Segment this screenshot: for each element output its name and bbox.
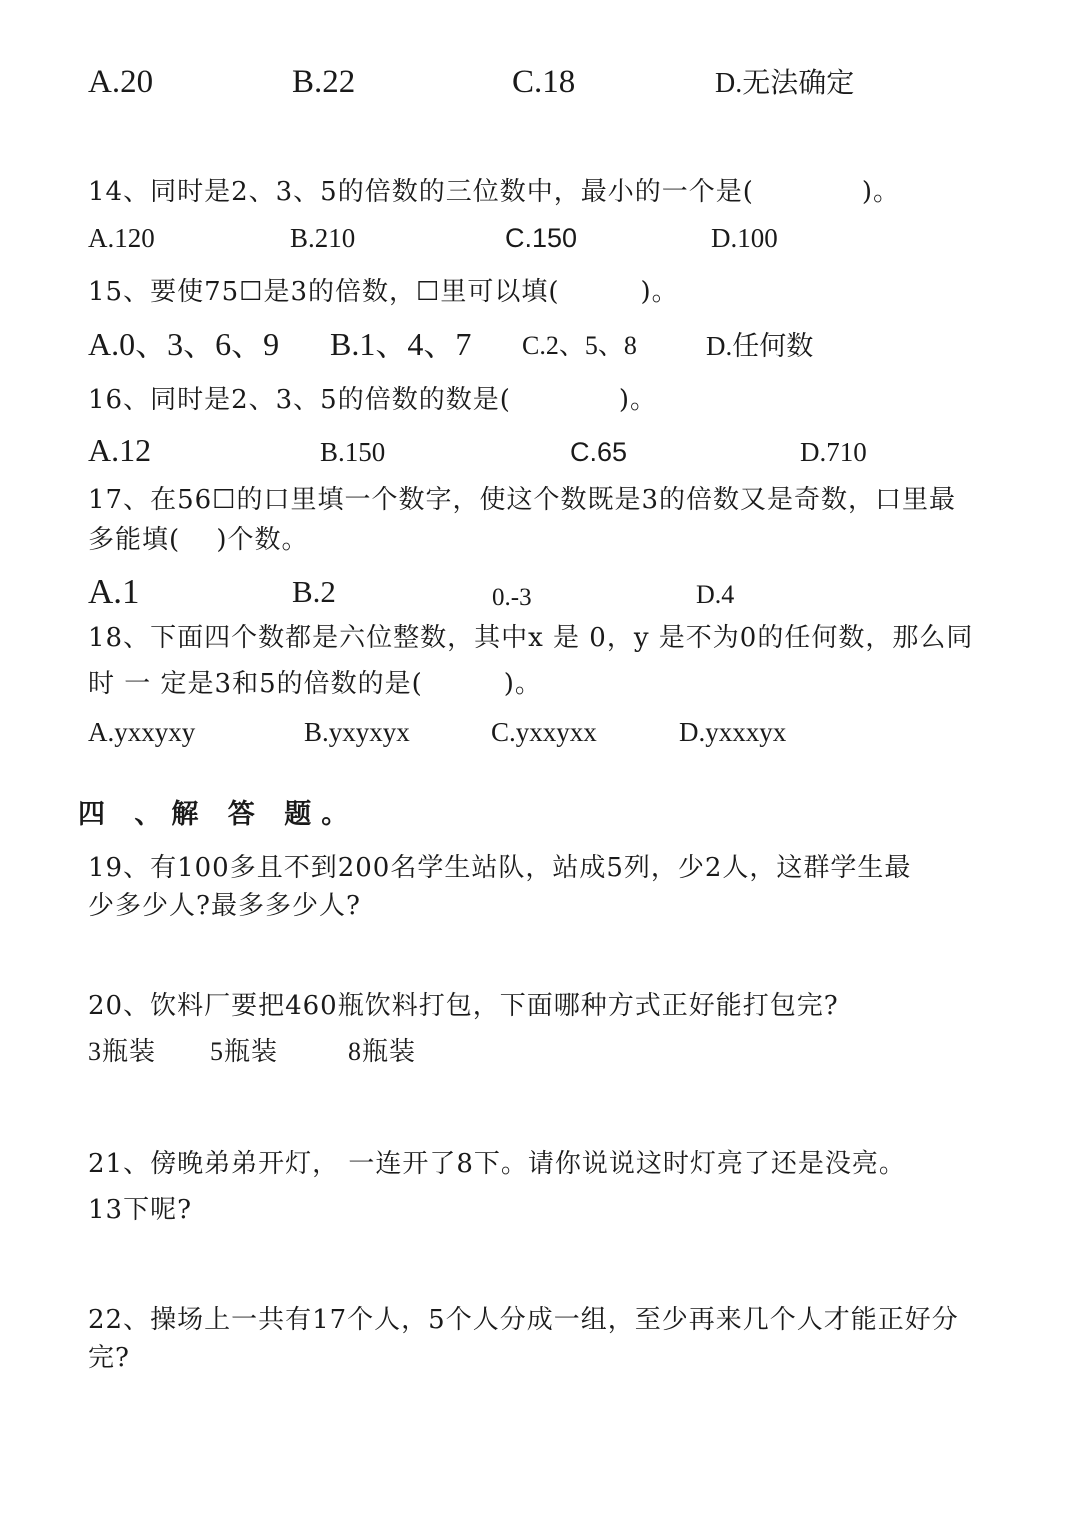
q13-option-a: A.20 — [88, 64, 154, 100]
q14-stem: 14、同时是2、3、5的倍数的三位数中，最小的一个是( )。 — [88, 177, 900, 207]
q19-line1: 19、有100多且不到200名学生站队，站成5列，少2人，这群学生最 — [88, 853, 912, 883]
q18-option-d: D.yxxxyx — [679, 717, 787, 747]
q21-line2: 13下呢? — [88, 1195, 193, 1225]
q16-stem: 16、同时是2、3、5的倍数的数是( )。 — [88, 385, 657, 415]
q20-line1: 20、饮料厂要把460瓶饮料打包，下面哪种方式正好能打包完? — [88, 991, 839, 1021]
q14-option-d: D.100 — [711, 223, 778, 253]
q17-option-c: 0.-3 — [492, 584, 532, 611]
q19-line2: 少多少人?最多多少人? — [88, 891, 361, 921]
q22-line2: 完? — [88, 1343, 130, 1373]
q16-option-c: C.65 — [570, 437, 628, 467]
q13-option-b: B.22 — [292, 64, 356, 100]
q14-option-c: C.150 — [505, 223, 578, 253]
q16-option-d: D.710 — [800, 437, 867, 467]
q20-option-2: 5瓶装 — [210, 1037, 279, 1066]
q20-option-3: 8瓶装 — [348, 1037, 417, 1066]
q14-option-b: B.210 — [290, 223, 356, 253]
q15-option-b: B.1、4、7 — [330, 326, 472, 362]
q16-option-a: A.12 — [88, 432, 152, 468]
q18-stem-line1: 18、下面四个数都是六位整数，其中x 是 0，y 是不为0的任何数，那么同 — [88, 623, 974, 653]
q14-option-a: A.120 — [88, 223, 155, 253]
q18-option-a: A.yxxyxy — [88, 717, 196, 747]
q18-option-c: C.yxxyxx — [491, 717, 597, 747]
q20-option-1: 3瓶装 — [88, 1037, 157, 1066]
q18-option-b: B.yxyxyx — [304, 717, 410, 747]
q17-option-b: B.2 — [292, 574, 336, 609]
q15-option-c: C.2、5、8 — [522, 331, 637, 360]
q17-stem-line1: 17、在56☐的口里填一个数字，使这个数既是3的倍数又是奇数，口里最 — [88, 485, 957, 515]
q15-option-d: D.任何数 — [706, 331, 814, 361]
q18-stem-line2: 时 一 定是3和5的倍数的是( )。 — [88, 669, 542, 699]
q21-line1: 21、傍晚弟弟开灯， 一连开了8下。请你说说这时灯亮了还是没亮。 — [88, 1149, 906, 1179]
section-heading: 四 、解 答 题。 — [78, 799, 359, 830]
q15-option-a: A.0、3、6、9 — [88, 326, 280, 362]
q17-stem-line2: 多能填( )个数。 — [88, 525, 309, 555]
q13-option-c: C.18 — [512, 64, 576, 100]
q16-option-b: B.150 — [320, 437, 386, 467]
q17-option-d: D.4 — [696, 580, 735, 609]
q17-option-a: A.1 — [88, 572, 140, 611]
q13-option-d: D.无法确定 — [715, 68, 855, 99]
q22-line1: 22、操场上一共有17个人，5个人分成一组，至少再来几个人才能正好分 — [88, 1305, 959, 1335]
q15-stem: 15、要使75☐是3的倍数，☐里可以填( )。 — [88, 277, 679, 307]
